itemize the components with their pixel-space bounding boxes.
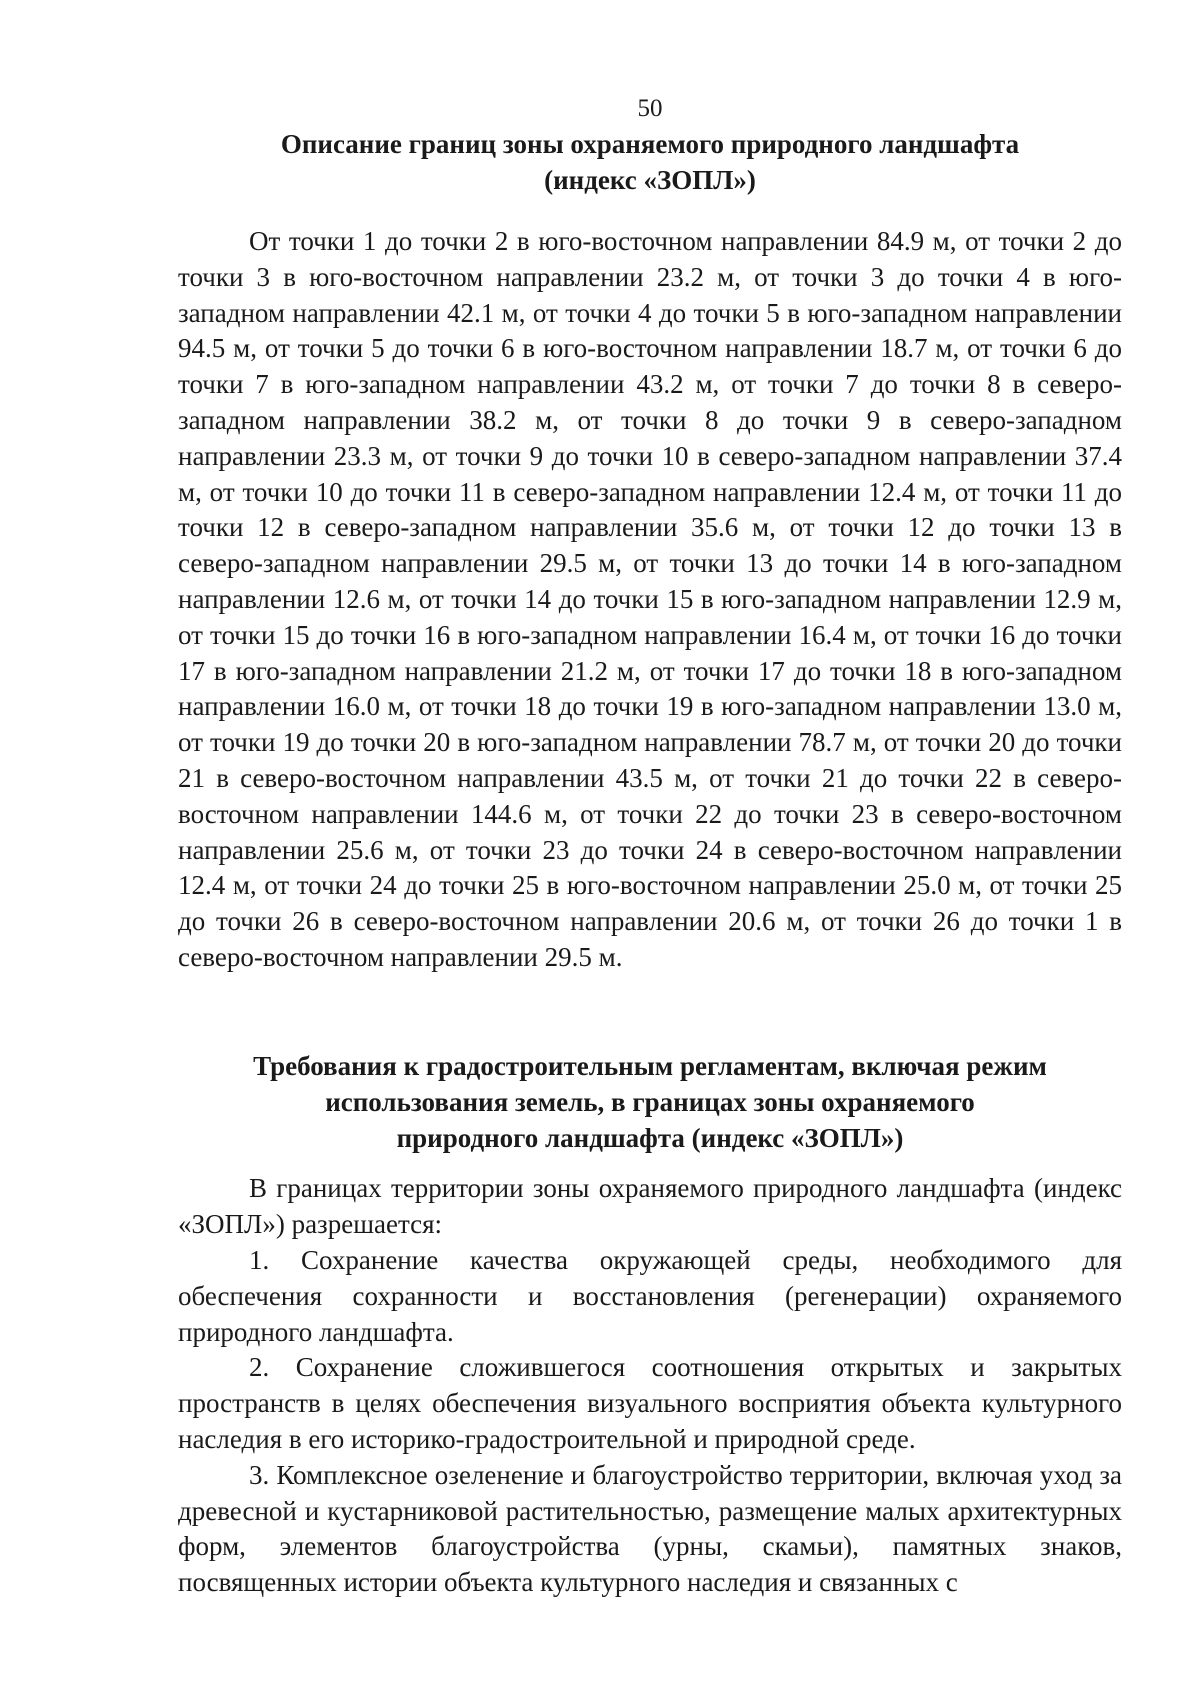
section-heading-line: (индекс «ЗОПЛ») bbox=[544, 165, 756, 195]
list-item: 1. Сохранение качества окружающей среды, необходимого для обеспечения сохранности и восстановления (регенерации) охраняемого природного ландшафта. bbox=[178, 1245, 1122, 1347]
list-item: 2. Сохранение сложившегося соотношения открытых и закрытых пространств в целях обеспечения визуального восприятия объекта культурного наследия в его историко-градостроительной и природной среде. bbox=[178, 1352, 1122, 1454]
section-heading-line: Описание границ зоны охраняемого природного ландшафта bbox=[280, 129, 1020, 159]
section-heading-line: использования земель, в границах зоны охраняемого bbox=[325, 1087, 975, 1117]
list-item: 3. Комплексное озеленение и благоустройство территории, включая уход за древесной и кустарниковой растительностью, размещение малых архитектурных форм, элементов благоустройства (урны, скамьи), памятных знаков, посвященных истории объекта культурного наследия и связанных с bbox=[178, 1459, 1122, 1598]
permitted-uses-list bbox=[178, 1243, 1122, 1601]
document-page bbox=[178, 0, 1122, 1688]
page-number: 50 bbox=[637, 95, 663, 122]
section-heading-line: Требования к градостроительным регламентам, включая режим bbox=[253, 1051, 1047, 1081]
section-heading-requirements bbox=[178, 1048, 1122, 1156]
section-heading-line: природного ландшафта (индекс «ЗОПЛ») bbox=[396, 1123, 904, 1153]
boundary-description-paragraph: От точки 1 до точки 2 в юго-восточном направлении 84.9 м, от точки 2 до точки 3 в юго-восточном направлении 23.2 м, от точки 3 до точки 4 в юго-западном направлении 42.1 м, от точки 4 до точки 5 в юго-западном направлении 94.5 м, от точки 5 до точки 6 в юго-восточном направлении 18.7 м, от точки 6 до точки 7 в юго-западном направлении 43.2 м, от точки 7 до точки 8 в северо-западном направлении 38.2 м, от точки 8 до точки 9 в северо-западном направлении 23.3 м, от точки 9 до точки 10 в северо-западном направлении 37.4 м, от точки 10 до точки 11 в северо-западном направлении 12.4 м, от точки 11 до точки 12 в северо-западном направлении 35.6 м, от точки 12 до точки 13 в северо-западном направлении 29.5 м, от точки 13 до точки 14 в юго-западном направлении 12.6 м, от точки 14 до точки 15 в юго-западном направлении 12.9 м, от точки 15 до точки 16 в юго-западном направлении 16.4 м, от точки 16 до точки 17 в юго-западном направлении 21.2 м, от точки 17 до точки 18 в юго-западном направлении 16.0 м, от точки 18 до точки 19 в юго-западном направлении 13.0 м, от точки 19 до точки 20 в юго-западном направлении 78.7 м, от точки 20 до точки 21 в северо-восточном направлении 43.5 м, от точки 21 до точки 22 в северо-восточном направлении 144.6 м, от точки 22 до точки 23 в северо-восточном направлении 25.6 м, от точки 23 до точки 24 в северо-восточном направлении 12.4 м, от точки 24 до точки 25 в юго-восточном направлении 25.0 м, от точки 25 до точки 26 в северо-восточном направлении 20.6 м, от точки 26 до точки 1 в северо-восточном направлении 29.5 м. bbox=[178, 226, 1122, 972]
section-heading-boundaries bbox=[178, 126, 1122, 198]
requirements-intro-paragraph: В границах территории зоны охраняемого природного ландшафта (индекс «ЗОПЛ») разрешается: bbox=[178, 1173, 1122, 1239]
